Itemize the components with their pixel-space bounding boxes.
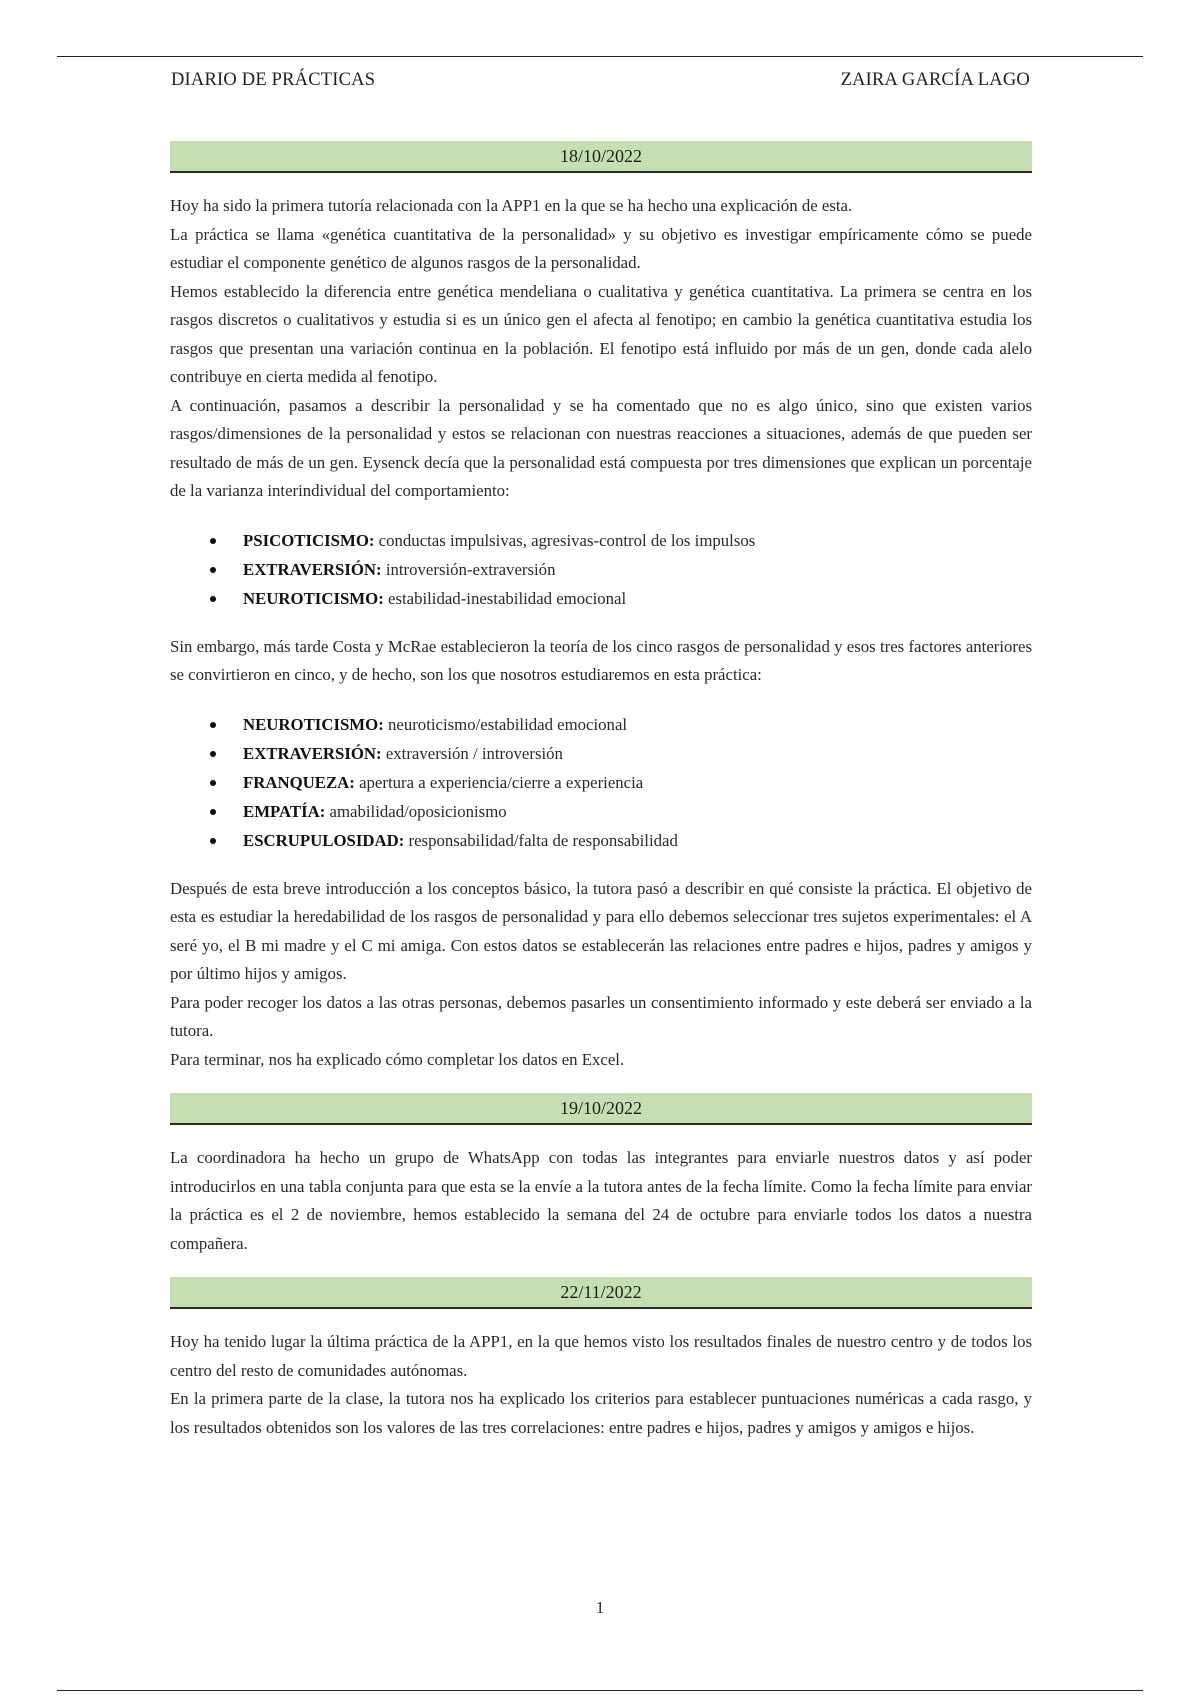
bullet-icon: [210, 596, 216, 602]
list-item: [170, 797, 1032, 826]
entry-date: 19/10/2022: [559, 1097, 642, 1118]
entry-date: 18/10/2022: [559, 145, 642, 166]
list-desc: amabilidad/oposicionismo: [325, 801, 507, 821]
list-item: [170, 555, 1032, 584]
bottom-rule: [57, 1690, 1143, 1691]
paragraph: Hoy ha tenido lugar la última práctica de la APP1, en la que hemos visto los resultados finales de nuestro centro y de todos los centro del resto de comunidades autónomas.: [170, 1332, 1032, 1380]
bullet-icon: [210, 722, 216, 728]
entry-22-11-2022: [170, 1277, 1032, 1442]
paragraph: Para poder recoger los datos a las otras personas, debemos pasarles un consentimiento informado y este deberá ser enviado a la tutora.: [170, 992, 1032, 1040]
list-term: NEUROTICISMO:: [243, 588, 384, 608]
bullet-icon: [210, 751, 216, 757]
entry-18-10-2022: [170, 141, 1032, 1074]
page-content: [170, 141, 1032, 1442]
header-title: DIARIO DE PRÁCTICAS: [171, 70, 376, 90]
big-five-list: [170, 710, 1032, 855]
paragraph: La práctica se llama «genética cuantitativa de la personalidad» y su objetivo es investigar empíricamente cómo se puede estudiar el componente genético de algunos rasgos de la personalidad.: [170, 224, 1032, 272]
paragraph: Para terminar, nos ha explicado cómo completar los datos en Excel.: [170, 1049, 625, 1069]
page-number: 1: [595, 1598, 605, 1617]
list-term: EXTRAVERSIÓN:: [243, 743, 382, 763]
list-item: [170, 826, 1032, 855]
bullet-icon: [210, 780, 216, 786]
list-term: EXTRAVERSIÓN:: [243, 559, 382, 579]
list-item: [170, 526, 1032, 555]
header-author: ZAIRA GARCÍA LAGO: [840, 70, 1030, 90]
list-item: [170, 739, 1032, 768]
entry-date-bar: [170, 1277, 1032, 1309]
entry-19-10-2022: [170, 1093, 1032, 1258]
paragraph: En la primera parte de la clase, la tutora nos ha explicado los criterios para establecer puntuaciones numéricas a cada rasgo, y los resultados obtenidos son los valores de las tres correlaciones: entre padres e hijos, padres y amigos y amigos e hijos.: [170, 1389, 1032, 1437]
list-term: NEUROTICISMO:: [243, 714, 384, 734]
list-desc: neuroticismo/estabilidad emocional: [383, 714, 628, 734]
list-term: PSICOTICISMO:: [243, 530, 375, 550]
list-desc: estabilidad-inestabilidad emocional: [383, 588, 627, 608]
eysenck-dimensions-list: [170, 526, 1032, 613]
bullet-icon: [210, 567, 216, 573]
list-desc: apertura a experiencia/cierre a experiencia: [354, 772, 644, 792]
list-term: EMPATÍA:: [243, 801, 326, 821]
paragraph: Sin embargo, más tarde Costa y McRae establecieron la teoría de los cinco rasgos de personalidad y esos tres factores anteriores se convirtieron en cinco, y de hecho, son los que nosotros estudiaremos en esta práctica:: [170, 636, 1032, 684]
paragraph: La coordinadora ha hecho un grupo de WhatsApp con todas las integrantes para enviarle nuestros datos y así poder introducirlos en una tabla conjunta para que esta se la envíe a la tutora antes de la fecha límite. Como la fecha límite para enviar la práctica es el 2 de noviembre, hemos establecido la semana del 24 de octubre para enviarle todos los datos a nuestra compañera.: [170, 1148, 1032, 1253]
list-desc: extraversión / introversión: [381, 743, 563, 763]
entry-date: 22/11/2022: [560, 1281, 642, 1302]
list-desc: responsabilidad/falta de responsabilidad: [404, 830, 678, 850]
list-item: [170, 584, 1032, 613]
entry-date-bar: [170, 141, 1032, 173]
list-item: [170, 710, 1032, 739]
paragraph: Hemos establecido la diferencia entre genética mendeliana o cualitativa y genética cuantitativa. La primera se centra en los rasgos discretos o cualitativos y estudia si es un único gen el afecta al fenotipo; en cambio la genética cuantitativa estudia los rasgos que presentan una variación continua en la población. El fenotipo está influido por más de un gen, donde cada alelo contribuye en cierta medida al fenotipo.: [170, 281, 1032, 386]
paragraph: Hoy ha sido la primera tutoría relacionada con la APP1 en la que se ha hecho una explicación de esta.: [170, 196, 853, 215]
entry-date-bar: [170, 1093, 1032, 1125]
bullet-icon: [210, 838, 216, 844]
list-item: [170, 768, 1032, 797]
paragraph: Después de esta breve introducción a los conceptos básico, la tutora pasó a describir en qué consiste la práctica. El objetivo de esta es estudiar la heredabilidad de los rasgos de personalidad y para ello debemos seleccionar tres sujetos experimentales: el A seré yo, el B mi madre y el C mi amiga. Con estos datos se establecerán las relaciones entre padres e hijos, padres y amigos y por último hijos y amigos.: [170, 878, 1032, 983]
list-term: FRANQUEZA:: [243, 772, 355, 792]
bullet-icon: [210, 809, 216, 815]
paragraph: A continuación, pasamos a describir la personalidad y se ha comentado que no es algo único, sino que existen varios rasgos/dimensiones de la personalidad y estos se relacionan con nuestras reacciones a situaciones, además de que pueden ser resultado de más de un gen. Eysenck decía que la personalidad está compuesta por tres dimensiones que explican un porcentaje de la varianza interindividual del comportamiento:: [170, 395, 1032, 500]
top-rule: [57, 56, 1143, 57]
list-term: ESCRUPULOSIDAD:: [243, 830, 405, 850]
bullet-icon: [210, 538, 216, 544]
list-desc: introversión-extraversión: [381, 559, 556, 579]
list-desc: conductas impulsivas, agresivas-control de los impulsos: [374, 530, 756, 550]
page-header: [171, 70, 1030, 91]
